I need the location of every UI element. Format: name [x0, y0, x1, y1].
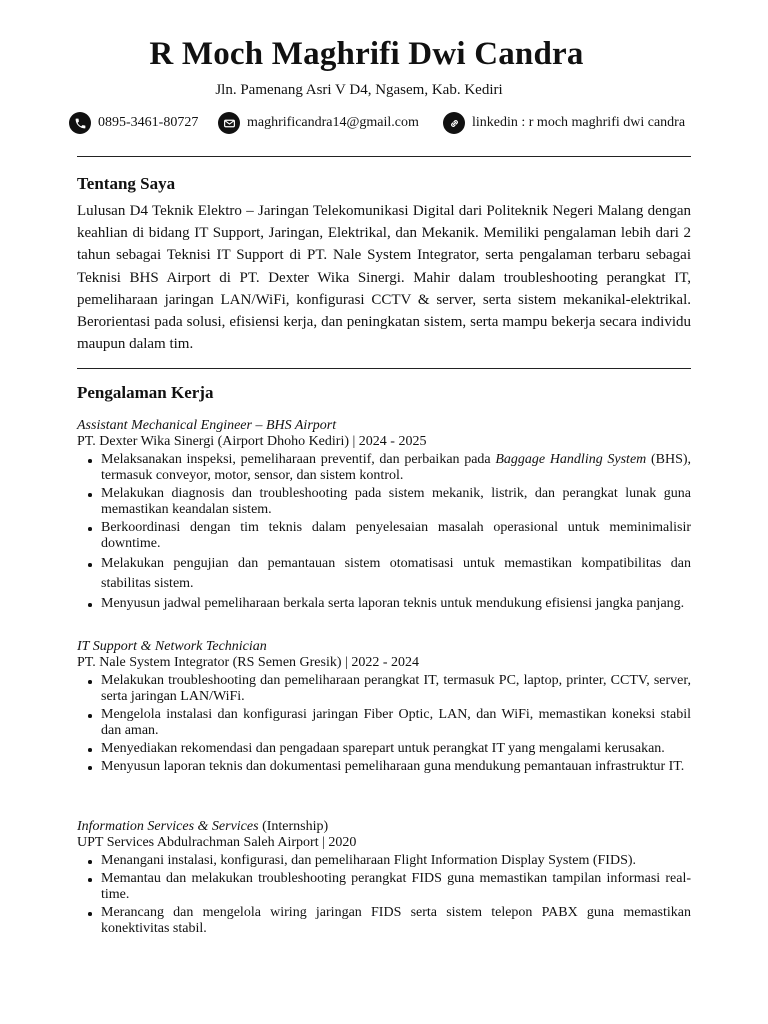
contact-linkedin[interactable]	[443, 112, 685, 134]
job-bullets	[77, 452, 691, 612]
job-bullets	[77, 673, 691, 775]
job-entry	[77, 819, 691, 939]
mail-icon	[218, 112, 240, 134]
address: Jln. Pamenang Asri V D4, Ngasem, Kab. Kediri	[215, 82, 503, 98]
job-bullet: Melakukan diagnosis dan troubleshooting pada sistem mekanik, listrik, dan perangkat lunak guna memastikan keandalan sistem.	[77, 486, 691, 518]
job-company: UPT Services Abdulrachman Saleh Airport | 2020	[77, 835, 357, 850]
job-bullet: Menangani instalasi, konfigurasi, dan pemeliharaan Flight Information Display System (FIDS).	[77, 853, 691, 869]
linkedin-text: linkedin : r moch maghrifi dwi candra	[472, 115, 686, 130]
job-company: PT. Dexter Wika Sinergi (Airport Dhoho Kediri) | 2024 - 2025	[77, 434, 427, 449]
job-bullet: Merancang dan mengelola wiring jaringan FIDS serta sistem telepon PABX guna memastikan konektivitas stabil.	[77, 905, 691, 937]
email-address: maghrificandra14@gmail.com	[247, 115, 419, 130]
divider	[77, 368, 691, 369]
job-bullet: Berkoordinasi dengan tim teknis dalam penyelesaian masalah operasional untuk meminimalisir downtime.	[77, 520, 691, 552]
contact-phone[interactable]	[69, 112, 198, 134]
job-bullet: Melakukan pengujian dan pemantauan sistem otomatisasi untuk memastikan kompatibilitas dan stabilitas sistem.	[77, 554, 691, 594]
about-body: Lulusan D4 Teknik Elektro – Jaringan Telekomunikasi Digital dari Politeknik Negeri Malang dengan keahlian di bidang IT Support, Jaringan, Elektrikal, dan Mekanik. Memiliki pengalaman lebih dari 2 tahun sebagai Teknisi IT Support di PT. Nale System Integrator, serta pengalaman terbaru sebagai Teknisi BHS Airport di PT. Dexter Wika Sinergi. Mahir dalam troubleshooting perangkat IT, pemeliharaan jaringan LAN/WiFi, konfigurasi CCTV & server, serta sistem mekanikal-elektrikal. Berorientasi pada solusi, efisiensi kerja, dan peningkatan sistem, serta mampu bekerja secara individu maupun dalam tim.	[77, 203, 691, 353]
about-title: Tentang Saya	[77, 174, 176, 193]
divider	[77, 156, 691, 157]
job-role: Information Services & Services (Internship)	[77, 819, 329, 834]
job-bullet: Menyediakan rekomendasi dan pengadaan sparepart untuk perangkat IT yang mengalami kerusakan.	[77, 741, 691, 757]
job-bullet: Mengelola instalasi dan konfigurasi jaringan Fiber Optic, LAN, dan WiFi, memastikan koneksi stabil dan aman.	[77, 707, 691, 739]
job-entry	[77, 639, 691, 777]
job-role: IT Support & Network Technician	[77, 639, 267, 654]
phone-icon	[69, 112, 91, 134]
experience-title: Pengalaman Kerja	[77, 383, 214, 402]
job-bullet: Melaksanakan inspeksi, pemeliharaan preventif, dan perbaikan pada Baggage Handling System (BHS), termasuk conveyor, motor, sensor, dan sistem kontrol.	[77, 452, 691, 484]
resume-name: R Moch Maghrifi Dwi Candra	[149, 36, 584, 72]
job-entry	[77, 418, 691, 614]
job-bullet: Menyusun laporan teknis dan dokumentasi pemeliharaan guna mendukung pemantauan infrastruktur IT.	[77, 759, 691, 775]
job-bullets	[77, 853, 691, 937]
job-company: PT. Nale System Integrator (RS Semen Gresik) | 2022 - 2024	[77, 655, 419, 670]
phone-number: 0895-3461-80727	[98, 115, 199, 130]
job-bullet: Melakukan troubleshooting dan pemeliharaan perangkat IT, termasuk PC, laptop, printer, CCTV, server, serta jaringan LAN/WiFi.	[77, 673, 691, 705]
contact-email[interactable]	[218, 112, 419, 134]
job-bullet: Memantau dan melakukan troubleshooting perangkat FIDS guna memastikan tampilan informasi real-time.	[77, 871, 691, 903]
job-role: Assistant Mechanical Engineer – BHS Airport	[77, 418, 337, 433]
job-bullet: Menyusun jadwal pemeliharaan berkala serta laporan teknis untuk mendukung efisiensi jangka panjang.	[77, 596, 691, 612]
link-icon	[443, 112, 465, 134]
